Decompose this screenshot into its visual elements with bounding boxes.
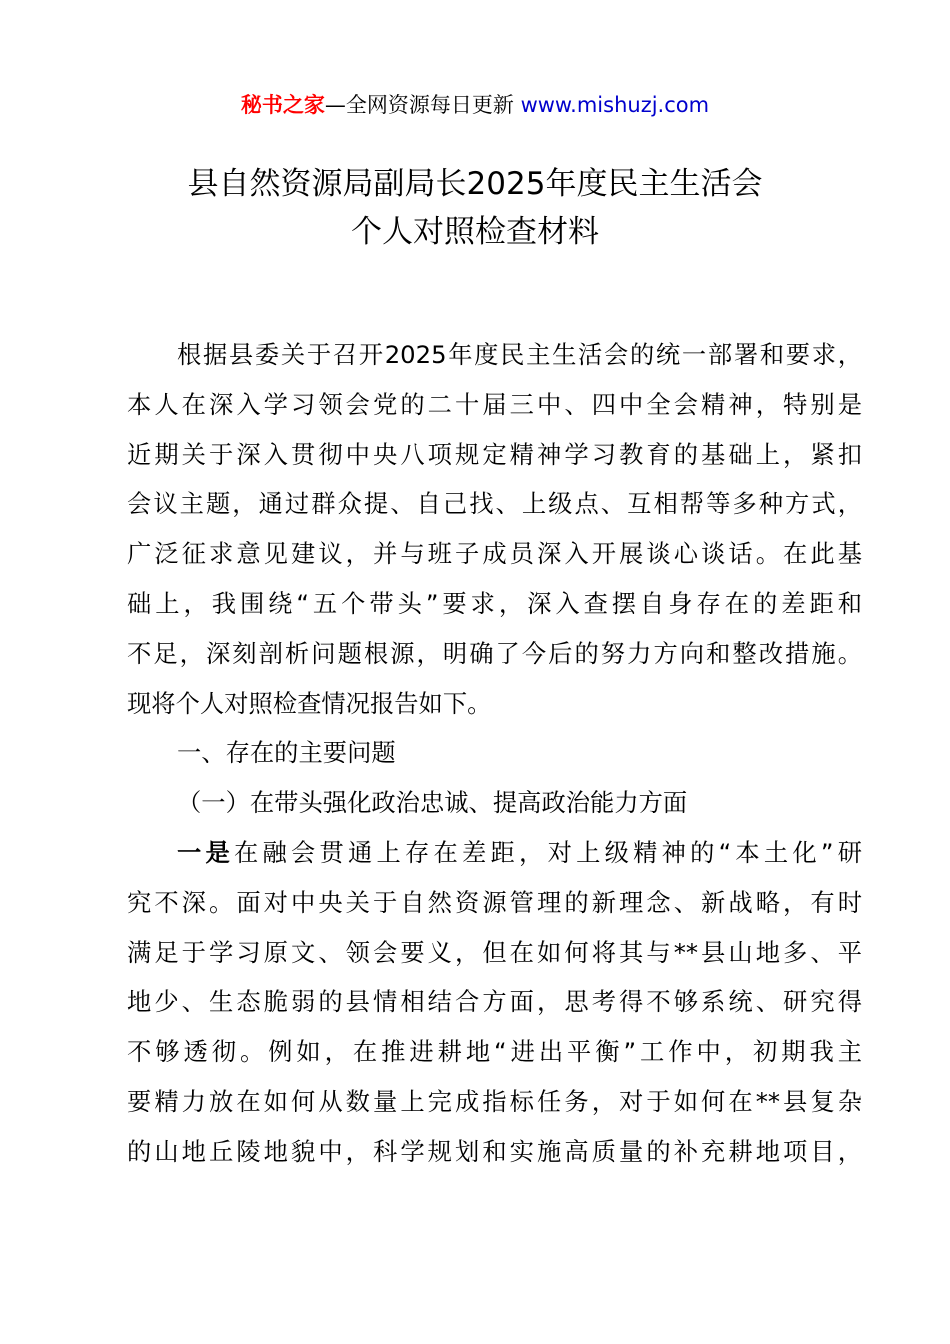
banner-url-link[interactable]: www.mishuzj.com [520, 93, 710, 117]
title-line-2: 个人对照检查材料 [351, 214, 599, 250]
paragraph-line: 不够透彻。例如，在推进耕地“进出平衡”工作中，初期我主 [127, 1037, 862, 1067]
document-title [0, 160, 950, 256]
banner-slogan: —全网资源每日更新 [324, 93, 514, 117]
paragraph-line: 会议主题，通过群众提、自己找、上级点、互相帮等多种方式， [127, 489, 862, 519]
section-heading: 一、存在的主要问题 [177, 738, 396, 768]
paragraph-line: 根据县委关于召开2025年度民主生活会的统一部署和要求， [177, 340, 862, 369]
paragraph-line: 近期关于深入贯彻中央八项规定精神学习教育的基础上，紧扣 [127, 439, 862, 469]
paragraph-line: 地少、生态脆弱的县情相结合方面，思考得不够系统、研究得 [127, 987, 862, 1017]
site-banner [0, 88, 950, 122]
banner-brand: 秘书之家 [240, 93, 325, 117]
point-first-line: 在融会贯通上存在差距，对上级精神的“本土化”研 [234, 837, 862, 867]
paragraph-line: 现将个人对照检查情况报告如下。 [127, 688, 492, 718]
paragraph-line: 的山地丘陵地貌中，科学规划和实施高质量的补充耕地项目， [127, 1136, 862, 1166]
paragraph-line: 要精力放在如何从数量上完成指标任务，对于如何在**县复杂 [127, 1086, 862, 1116]
paragraph-line: 础上，我围绕“五个带头”要求，深入查摆自身存在的差距和 [127, 588, 862, 618]
paragraph-line: 不足，深刻剖析问题根源，明确了今后的努力方向和整改措施。 [127, 638, 862, 668]
paragraph-line: 满足于学习原文、领会要义，但在如何将其与**县山地多、平 [127, 937, 862, 967]
document-body [127, 330, 862, 1177]
point-lead: 一是 [177, 837, 235, 867]
paragraph-line: 广泛征求意见建议，并与班子成员深入开展谈心谈话。在此基 [127, 539, 862, 569]
paragraph-line [127, 828, 862, 878]
title-line-1: 县自然资源局副局长2025年度民主生活会 [187, 166, 763, 202]
subsection-heading: （一）在带头强化政治忠诚、提高政治能力方面 [177, 788, 688, 818]
paragraph-line: 本人在深入学习领会党的二十届三中、四中全会精神，特别是 [127, 389, 862, 419]
paragraph-line: 究不深。面对中央关于自然资源管理的新理念、新战略，有时 [127, 887, 862, 917]
